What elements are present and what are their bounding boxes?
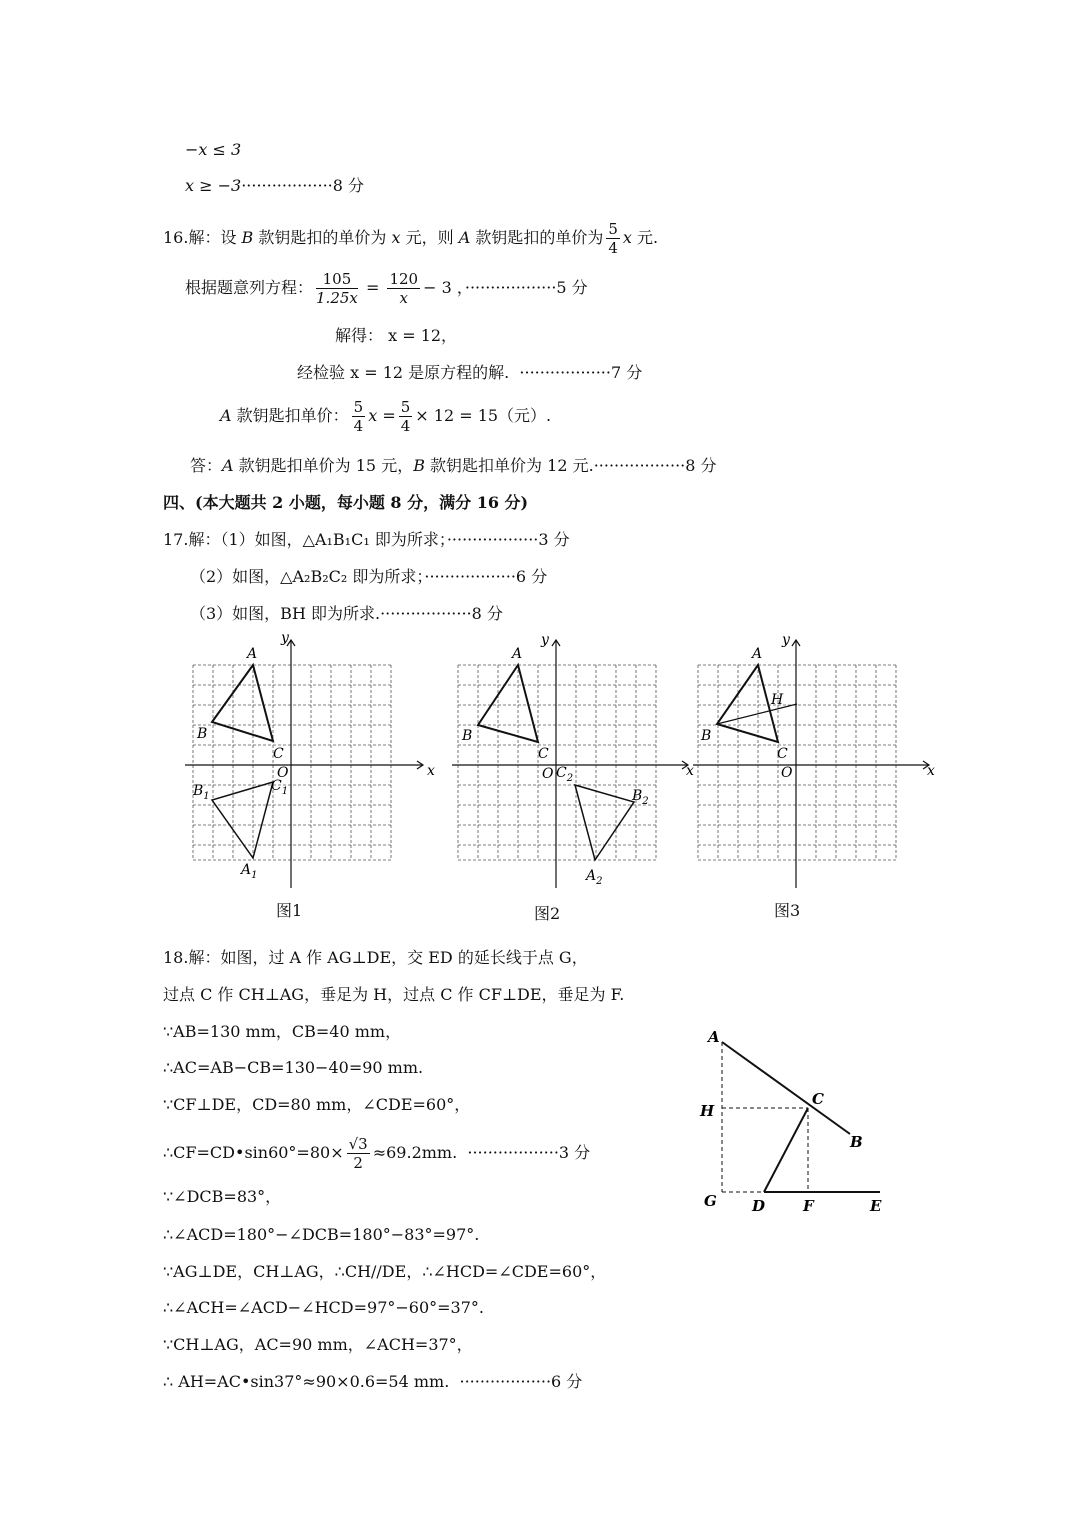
label-b1: $B_1$: [193, 783, 210, 802]
q18-line-5: ∵CF⊥DE，CD=80 mm，∠CDE=60°，: [163, 1095, 471, 1114]
figure-3-grid: [693, 630, 943, 895]
q17-line-1: [163, 530, 570, 550]
y-axis-label: y: [541, 632, 549, 648]
frac-num: √3: [348, 1135, 368, 1153]
q16-var-x2: x: [622, 228, 632, 247]
q16-intro-b: 款钥匙扣的单价为: [253, 228, 392, 247]
q18-line-4: ∴AC=AB−CB=130−40=90 mm.: [163, 1058, 424, 1077]
frac-num: 5: [400, 398, 411, 416]
q16-answer-c: 款钥匙扣单价为 12 元.: [424, 456, 594, 475]
label-c2: $C_2$: [556, 765, 574, 784]
q18-line-2: 过点 C 作 CH⊥AG，垂足为 H，过点 C 作 CF⊥DE，垂足为 F.: [163, 985, 625, 1004]
section-heading: 四、(本大题共 2 小题，每小题 8 分，满分 16 分): [163, 493, 529, 512]
label-c: C: [273, 746, 284, 762]
q16-intro: [163, 220, 658, 257]
frac-den: 1.25x: [316, 289, 358, 307]
score-label: 5 分: [556, 278, 588, 297]
label-c: C: [538, 746, 549, 762]
score-label: 3 分: [538, 530, 570, 549]
q18-line-6: [163, 1135, 590, 1172]
q18-text-12: ∴ AH=AC•sin37°≈90×0.6=54 mm.: [163, 1372, 450, 1391]
axes: [185, 640, 423, 888]
label-d: D: [752, 1197, 766, 1215]
grid-lines: [698, 665, 896, 860]
label-c: C: [777, 746, 788, 762]
line-ab: [722, 1042, 850, 1134]
q16-price-tail: × 12 = 15（元）.: [415, 406, 552, 425]
figure-2-caption: 图2: [534, 904, 561, 923]
frac-den: x: [399, 289, 408, 307]
origin-label: O: [542, 766, 554, 782]
y-axis-label: y: [782, 632, 790, 648]
q18-line-3: ∵AB=130 mm，CB=40 mm，: [163, 1022, 402, 1041]
line-cd: [764, 1108, 808, 1192]
score-label: 8 分: [332, 176, 365, 195]
q18-text-6a: ∴CF=CD•sin60°=80×: [163, 1143, 344, 1162]
q16-intro-a: 16.解：设: [163, 228, 242, 247]
q18-line-1: 18.解：如图，过 A 作 AG⊥DE，交 ED 的延长线于点 G，: [163, 948, 588, 967]
frac-den: 2: [353, 1154, 363, 1172]
figure-2-grid: [452, 630, 702, 895]
q16-var-b: B: [413, 456, 425, 475]
q18-line-9: ∵AG⊥DE，CH⊥AG，∴CH//DE，∴∠HCD=∠CDE=60°，: [163, 1262, 607, 1281]
triangle-abc: [717, 665, 778, 742]
q16-fraction: [606, 220, 620, 257]
q16-check-text: 经检验 x = 12 是原方程的解.: [297, 363, 510, 382]
frac-num: 5: [353, 398, 364, 416]
label-a: A: [752, 646, 763, 662]
grid-lines: [458, 665, 656, 860]
figure-1-grid: [185, 630, 435, 895]
dot-leader: ··················: [424, 567, 516, 586]
label-a: A: [512, 646, 523, 662]
inequality-line-2: [185, 176, 364, 196]
label-b: B: [850, 1133, 863, 1151]
axes: [693, 640, 929, 888]
q16-equation: 根据题意列方程： $\frac{105}{1.25x}$ = $\frac{120}{x}$ − 3 ，··················5 分: [185, 270, 588, 307]
q16-var-a: A: [220, 406, 232, 425]
dot-leader: ··················: [459, 1372, 552, 1391]
q18-line-11: ∵CH⊥AG，AC=90 mm，∠ACH=37°，: [163, 1335, 473, 1354]
q16-var-b: B: [241, 228, 254, 247]
label-a: A: [247, 646, 258, 662]
frac-den: 4: [608, 239, 618, 257]
label-c: C: [812, 1090, 824, 1108]
triangle-abc: [478, 665, 538, 742]
label-g: G: [704, 1192, 717, 1210]
dot-leader: ··················: [593, 456, 686, 475]
q16-var-x: x: [391, 228, 401, 247]
frac-den: 4: [400, 417, 411, 435]
x-axis-label: x: [927, 763, 935, 779]
label-h: H: [700, 1102, 715, 1120]
score-label: 6 分: [515, 567, 548, 586]
q18-text-6b: ≈69.2mm.: [372, 1143, 458, 1162]
eq-frac-2: [387, 270, 420, 307]
label-b2: $B_2$: [632, 788, 649, 807]
origin-label: O: [781, 765, 793, 781]
label-b: B: [701, 728, 712, 744]
x-axis-label: x: [427, 763, 435, 779]
dot-leader: ··················: [446, 530, 539, 549]
q16-answer: [190, 456, 717, 476]
score-label: 8 分: [685, 456, 717, 475]
label-a: A: [708, 1028, 720, 1046]
q17-line-3: [190, 604, 503, 624]
triangle-abc: [212, 665, 273, 741]
x-axis-label: x: [686, 763, 694, 779]
q16-var-a: A: [458, 228, 471, 247]
eq-frac-1: [316, 270, 358, 307]
q16-answer-a: 答：: [190, 456, 223, 475]
frac-num: 120: [389, 270, 419, 288]
q16-eq-tail: − 3 ，: [423, 278, 465, 297]
frac-den: 4: [353, 417, 364, 435]
dot-leader: ··················: [380, 604, 472, 623]
label-a1: $A_1$: [241, 862, 258, 881]
q17-text-2: （2）如图，△A₂B₂C₂ 即为所求；: [190, 567, 425, 586]
price-frac-2: [399, 398, 413, 435]
q17-text-3: （3）如图，BH 即为所求.: [190, 604, 381, 623]
figure-1-caption: 图1: [276, 901, 303, 920]
q18-line-10: ∴∠ACH=∠ACD−∠HCD=97°−60°=37°.: [163, 1298, 484, 1317]
q16-eq-label: 根据题意列方程：: [185, 278, 314, 297]
q16-var-a: A: [222, 456, 234, 475]
price-frac-1: [352, 398, 366, 435]
label-h: H: [771, 692, 784, 708]
label-a2: $A_2$: [586, 868, 603, 887]
q18-figure: [690, 1020, 920, 1225]
y-axis-label: y: [281, 630, 289, 646]
dot-leader: ··················: [241, 176, 333, 195]
q16-price-label: 款钥匙扣单价：: [231, 406, 349, 425]
score-label: 6 分: [551, 1372, 583, 1391]
inequality-line-1: −x ≤ 3: [185, 140, 242, 159]
label-c1: $C_1$: [271, 778, 289, 797]
q18-line-12: [163, 1372, 582, 1392]
label-b: B: [197, 726, 208, 742]
score-label: 7 分: [610, 363, 643, 382]
figure-3-caption: 图3: [774, 901, 801, 920]
label-b: B: [462, 728, 473, 744]
q16-intro-d: 款钥匙扣的单价为: [470, 228, 604, 247]
dot-leader: ··················: [519, 363, 611, 382]
label-f: F: [803, 1197, 814, 1215]
q16-intro-c: 元，则: [400, 228, 459, 247]
q16-solve: 解得： x = 12，: [335, 326, 458, 345]
origin-label: O: [277, 765, 289, 781]
triangle-a1b1c1: [212, 782, 273, 858]
q18-line-8: ∴∠ACD=180°−∠DCB=180°−83°=97°.: [163, 1225, 480, 1244]
score-label: 8 分: [471, 604, 503, 623]
dot-leader: ··················: [467, 1143, 559, 1162]
q16-intro-e: 元.: [631, 228, 659, 247]
q17-line-2: [190, 567, 547, 587]
triangle-a2b2c2: [575, 785, 634, 860]
grid-lines: [193, 665, 391, 860]
q17-text-1: 17.解：（1）如图，△A₁B₁C₁ 即为所求；: [163, 530, 447, 549]
q18-line-7: ∵∠DCB=83°，: [163, 1187, 282, 1206]
axes: [452, 640, 688, 888]
q16-answer-b: 款钥匙扣单价为 15 元，: [233, 456, 414, 475]
label-e: E: [870, 1197, 882, 1215]
score-label: 3 分: [558, 1143, 591, 1162]
q16-price-mid: x =: [368, 406, 396, 425]
sqrt3-fraction: [347, 1135, 370, 1172]
q16-check: [297, 363, 642, 383]
dot-leader: ··················: [464, 278, 557, 297]
frac-num: 105: [316, 270, 358, 289]
q16-price: [220, 398, 551, 435]
frac-num: 5: [608, 220, 618, 238]
inequality-text: x ≥ −3: [185, 176, 242, 195]
